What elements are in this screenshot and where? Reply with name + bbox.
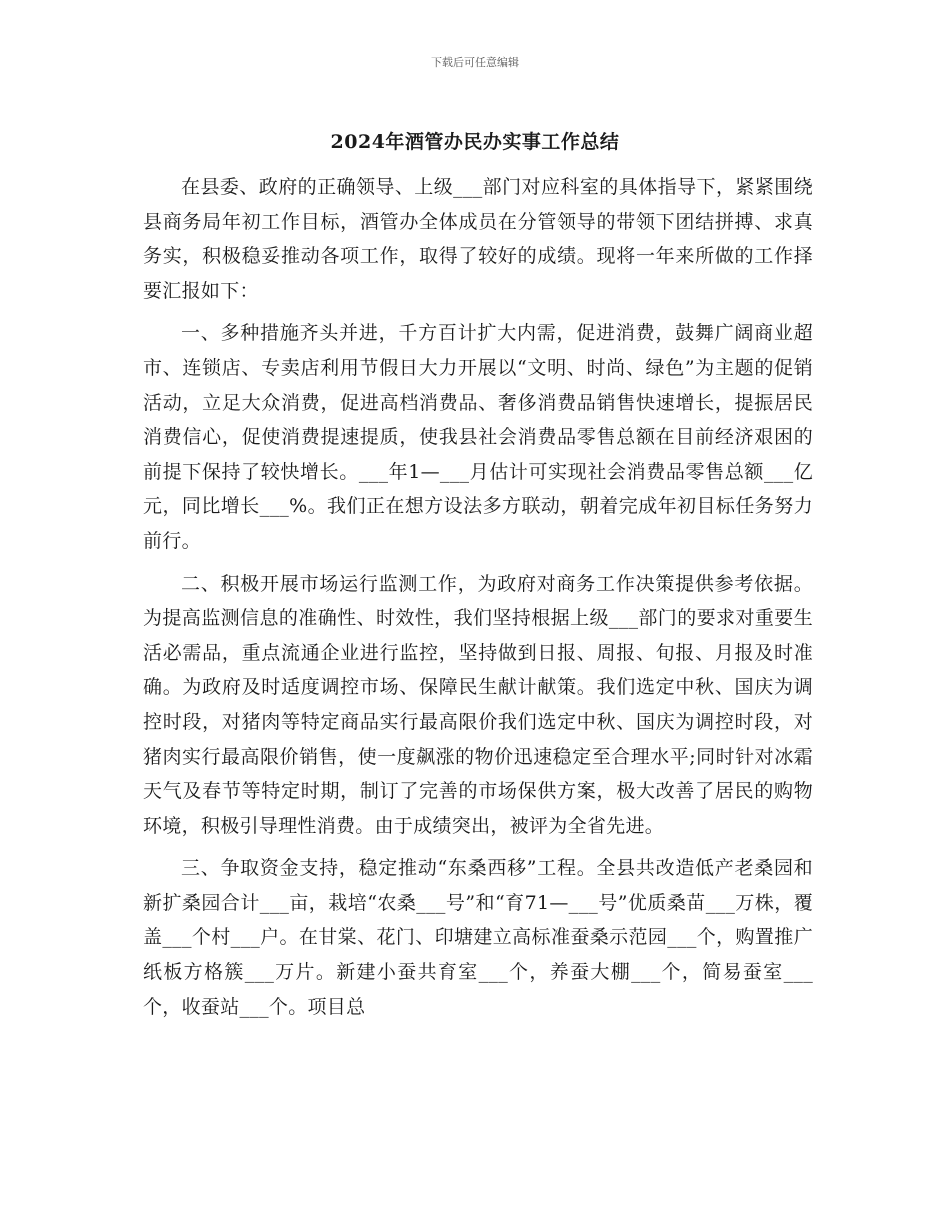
document-title: 2024年酒管办民办实事工作总结 xyxy=(330,131,620,153)
paragraph-section-1: 一、多种措施齐头并进，千方百计扩大内需，促进消费，鼓舞广阔商业超市、连锁店、专卖店利用节假日大力开展以“文明、时尚、绿色”为主题的促销活动，立足大众消费，促进高档消费品、奢侈消费品销售快速增长，提振居民消费信心，促使消费提速提质，使我县社会消费品零售总额在目前经济艰困的前提下保持了较快增长。___年1—___月估计可实现社会消费品零售总额___亿元，同比增长___%。我们正在想方设法多方联动，朝着完成年初目标任务努力前行。 xyxy=(143,322,813,552)
document-body xyxy=(143,170,813,1032)
header-note: 下载后可任意编辑 xyxy=(431,56,519,69)
paragraph-section-2: 二、积极开展市场运行监测工作，为政府对商务工作决策提供参考依据。为提高监测信息的准确性、时效性，我们坚持根据上级___部门的要求对重要生活必需品，重点流通企业进行监控，坚持做到日报、周报、旬报、月报及时准确。为政府及时适度调控市场、保障民生献计献策。我们选定中秋、国庆为调控时段，对猪肉等特定商品实行最高限价我们选定中秋、国庆为调控时段，对猪肉实行最高限价销售，使一度飙涨的物价迅速稳定至合理水平;同时针对冰霜天气及春节等特定时期，制订了完善的市场保供方案，极大改善了居民的购物环境，积极引导理性消费。由于成绩突出，被评为全省先进。 xyxy=(143,572,813,837)
paragraph-section-3: 三、争取资金支持，稳定推动“东桑西移”工程。全县共改造低产老桑园和新扩桑园合计___亩，栽培“农桑___号”和“育71—___号”优质桑苗___万株，覆盖___个村___户。在甘棠、花门、印塘建立高标准蚕桑示范园___个，购置推广纸板方格簇___万片。新建小蚕共育室___个，养蚕大棚___个，简易蚕室___个，收蚕站___个。项目总 xyxy=(143,857,813,1018)
paragraph-intro: 在县委、政府的正确领导、上级___部门对应科室的具体指导下，紧紧围绕县商务局年初工作目标，酒管办全体成员在分管领导的带领下团结拼搏、求真务实，积极稳妥推动各项工作，取得了较好的成绩。现将一年来所做的工作择要汇报如下： xyxy=(143,176,813,302)
